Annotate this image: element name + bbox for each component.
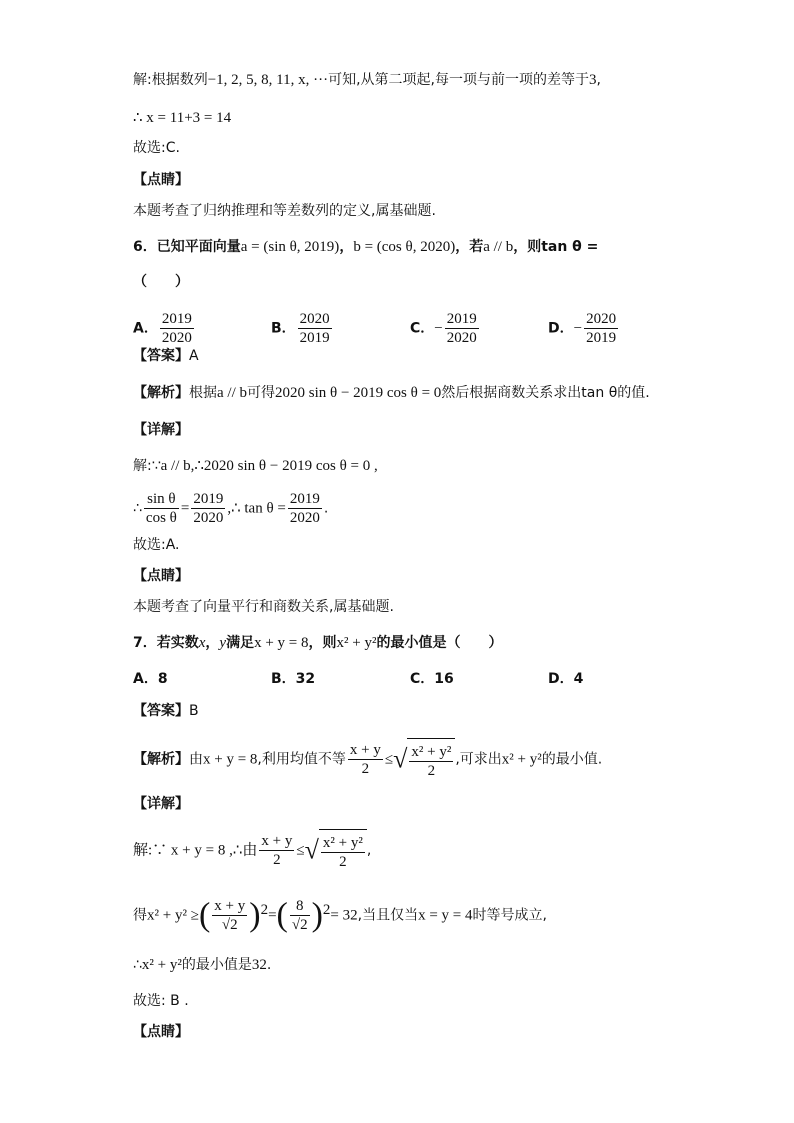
text: 的最小值是（ ） bbox=[376, 635, 503, 651]
answer-6 bbox=[133, 346, 199, 366]
text: 解:根据数列 bbox=[133, 72, 208, 88]
math-equation: x + y = 8 bbox=[203, 751, 258, 768]
math-value: 3 bbox=[589, 72, 597, 88]
math-equation: 2020 sin θ − 2019 cos θ = 0 bbox=[275, 385, 442, 401]
solution-5-comment: 本题考查了归纳推理和等差数列的定义,属基础题. bbox=[133, 203, 436, 219]
answer-7 bbox=[133, 701, 199, 721]
vector-a: a = (sin θ, 2019) bbox=[240, 239, 340, 255]
numerator: sin θ bbox=[144, 490, 179, 509]
therefore-symbol: ∴ bbox=[133, 500, 142, 517]
fraction bbox=[298, 310, 332, 347]
answer-value: B bbox=[189, 703, 199, 719]
math-expression: x² + y² bbox=[336, 635, 377, 651]
text: 的最小值. bbox=[541, 751, 603, 768]
option-label: D． bbox=[548, 320, 574, 337]
text: , bbox=[366, 842, 372, 859]
numerator: 2020 bbox=[299, 311, 330, 327]
fraction bbox=[144, 490, 179, 527]
denominator: 2 bbox=[361, 761, 370, 777]
fraction bbox=[445, 310, 479, 347]
option-d: D．− $\frac{2020}{2019}$ bbox=[548, 311, 617, 346]
text: 得 bbox=[133, 907, 147, 924]
math-expression: x² + y² bbox=[501, 751, 542, 768]
dianjing-tag: 【点睛】 bbox=[133, 568, 189, 584]
math-equation: x + y = 8 bbox=[254, 635, 309, 651]
le-symbol: ≤ bbox=[384, 751, 394, 768]
text: 由 bbox=[189, 751, 203, 768]
detail-tag: 【详解】 bbox=[133, 422, 189, 438]
option-d: D．4 bbox=[548, 671, 584, 687]
numerator: x + y bbox=[261, 833, 293, 849]
solution-7-line-3 bbox=[133, 955, 271, 975]
fraction bbox=[288, 490, 322, 527]
text: ,利用均值不等 bbox=[257, 751, 346, 768]
solution-6-line-2 bbox=[133, 490, 328, 527]
fraction bbox=[259, 832, 294, 869]
text: 满足 bbox=[226, 635, 255, 651]
numerator: 8 bbox=[290, 897, 310, 916]
option-a bbox=[133, 310, 196, 347]
denominator: √2 bbox=[221, 917, 238, 934]
numerator: x² + y² bbox=[411, 744, 452, 761]
text: ，则tan θ = bbox=[513, 239, 599, 255]
math-equation: x = y = 4 bbox=[418, 907, 473, 924]
text: . bbox=[323, 500, 329, 517]
analysis-7 bbox=[133, 738, 602, 781]
question-6-paren: （ ） bbox=[133, 274, 189, 290]
math-value: 32 bbox=[251, 957, 267, 973]
vector-b: b = (cos θ, 2020) bbox=[353, 239, 456, 255]
fraction bbox=[409, 743, 453, 780]
option-label: A． bbox=[133, 320, 158, 337]
answer-tag: 【答案】 bbox=[133, 348, 189, 364]
parallel-condition: a // b bbox=[217, 385, 247, 401]
text: ,可求出 bbox=[455, 751, 502, 768]
denominator: 2 bbox=[339, 854, 347, 871]
numerator: 2019 bbox=[161, 311, 192, 327]
option-a: A．8 bbox=[133, 671, 168, 687]
numerator: 2019 bbox=[193, 491, 224, 507]
text: 可知,从第二项起,每一项与前一项的差等于 bbox=[328, 72, 590, 88]
denominator: 2 bbox=[427, 763, 436, 780]
denominator: √2 bbox=[291, 917, 308, 934]
detail-tag: 【详解】 bbox=[133, 796, 189, 812]
le-symbol: ≤ bbox=[296, 842, 305, 859]
fraction bbox=[191, 490, 225, 527]
text: ， bbox=[205, 635, 220, 651]
numerator: 2020 bbox=[586, 311, 617, 327]
denominator: 2020 bbox=[193, 510, 224, 526]
solution-5-line-2: ∴ x = 11+3 = 14 bbox=[133, 110, 232, 126]
math-sequence: −1, 2, 5, 8, 11, x, ··· bbox=[207, 72, 329, 88]
numerator: x² + y² bbox=[322, 835, 363, 852]
denominator: 2020 bbox=[161, 330, 192, 346]
numerator: x + y bbox=[349, 742, 381, 758]
sqrt: √ $\frac{\text{x² + y²}}{2}$ bbox=[305, 829, 367, 872]
option-b bbox=[271, 310, 334, 347]
solution-5-line-1: 解:根据数列−1, 2, 5, 8, 11, x, ···可知,从第二项起,每一项与前一项的差等于3, bbox=[133, 72, 601, 88]
text: ,∴ tan θ = bbox=[227, 500, 286, 517]
solution-7-choice: 故选: B . bbox=[133, 993, 189, 1009]
fraction bbox=[321, 834, 365, 871]
text: ，若 bbox=[455, 239, 484, 255]
text: ∴ bbox=[133, 957, 142, 973]
text: 根据 bbox=[189, 385, 217, 401]
text: ,当且仅当 bbox=[357, 907, 419, 924]
text: . bbox=[266, 957, 272, 973]
math-expression: x² + y² bbox=[141, 957, 182, 973]
denominator: 2020 bbox=[446, 330, 477, 346]
equals: = bbox=[180, 500, 190, 517]
dianjing-tag: 【点睛】 bbox=[133, 172, 189, 188]
option-b: B．32 bbox=[271, 671, 316, 687]
denominator: 2020 bbox=[289, 510, 320, 526]
option-label: B． bbox=[271, 320, 296, 337]
analysis-tag: 【解析】 bbox=[133, 751, 189, 768]
text: 然后根据商数关系求出tan θ的值. bbox=[441, 385, 650, 401]
denominator: 2019 bbox=[586, 330, 617, 346]
question-7-stem bbox=[133, 633, 502, 653]
analysis-tag: 【解析】 bbox=[133, 385, 189, 401]
question-6-stem: 6．已知平面向量a = (sin θ, 2019)，b = (cos θ, 2020)，若a // b，则tan θ = bbox=[133, 239, 599, 255]
solution-6-comment: 本题考查了向量平行和商数关系,属基础题. bbox=[133, 599, 394, 615]
sqrt: √ $\frac{\text{x² + y²}}{2}$ bbox=[393, 738, 455, 781]
option-c: C．− $\frac{2019}{2020}$ bbox=[410, 311, 477, 346]
math-value: = 32 bbox=[330, 907, 358, 924]
text: ，则 bbox=[308, 635, 337, 651]
dianjing-tag: 【点睛】 bbox=[133, 1024, 189, 1040]
equals: = bbox=[268, 907, 277, 924]
text: 时等号成立, bbox=[472, 907, 547, 924]
math-equation: ,∴2020 sin θ − 2019 cos θ = 0 , bbox=[190, 458, 378, 474]
denominator: cos θ bbox=[145, 510, 177, 526]
denominator: 2 bbox=[273, 852, 281, 868]
text: 解:∵ x + y = 8 ,∴由 bbox=[133, 842, 258, 859]
question-number: 7．若实数 bbox=[133, 635, 199, 651]
solution-7-line-2: 得x² + y² ≥( $\frac{x + y}{√2}$ )$^2$=( $\frac{8}{√2}$ )$^2$= 32,当且仅当x = y = 4时等号成立, bbox=[133, 896, 547, 934]
answer-tag: 【答案】 bbox=[133, 703, 189, 719]
solution-6-line-1 bbox=[133, 456, 378, 476]
denominator: 2019 bbox=[299, 330, 330, 346]
fraction bbox=[160, 310, 194, 347]
fraction bbox=[584, 310, 618, 347]
text: 解:∵ bbox=[133, 458, 161, 474]
numerator: x + y bbox=[214, 898, 246, 915]
var-x: x bbox=[198, 635, 206, 651]
answer-value: A bbox=[189, 348, 199, 364]
math-expression: x² + y² ≥ bbox=[147, 907, 199, 924]
numerator: 2019 bbox=[289, 491, 320, 507]
solution-5-choice: 故选:C. bbox=[133, 140, 180, 156]
option-label: C． bbox=[410, 320, 435, 337]
fraction bbox=[348, 741, 383, 778]
solution-6-choice: 故选:A. bbox=[133, 537, 180, 553]
text: 可得 bbox=[247, 385, 275, 401]
analysis-6 bbox=[133, 383, 650, 403]
question-number: 6．已知平面向量 bbox=[133, 239, 241, 255]
numerator: 2019 bbox=[446, 311, 477, 327]
fraction bbox=[212, 897, 247, 934]
parallel-condition: a // b bbox=[160, 458, 191, 474]
option-c: C．16 bbox=[410, 671, 454, 687]
fraction bbox=[290, 897, 310, 934]
solution-7-line-1 bbox=[133, 829, 371, 872]
parallel-condition: a // b bbox=[483, 239, 514, 255]
var-y: y bbox=[219, 635, 227, 651]
text: 的最小值是 bbox=[181, 957, 252, 973]
